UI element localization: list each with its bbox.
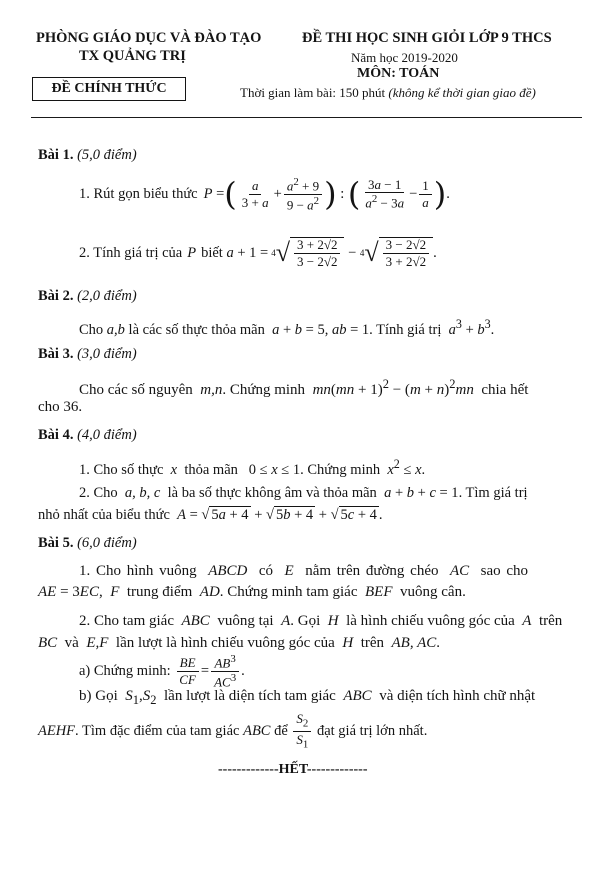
problem-5-item-2-cont: BC và E,F lần lượt là hình chiếu vuông góc của H trên AB, AC. — [38, 635, 440, 651]
header-divider — [31, 117, 582, 118]
problem-5-part-b-text-b: lần lượt là diện tích tam giác — [164, 688, 336, 704]
department-name: PHÒNG GIÁO DỤC VÀ ĐÀO TẠO — [36, 30, 262, 46]
problem-3-title: Bài 3. — [38, 346, 74, 362]
subject: MÔN: TOÁN — [357, 66, 440, 81]
problem-5-part-b: b) Gọi $S_1,S_2$ lần lượt là diện tích tam giác ABC và diện tích hình chữ nhật — [79, 688, 536, 707]
problem-1-item-2-text: 2. Tính giá trị của — [79, 244, 183, 261]
problem-3-statement: Cho các số nguyên m,n. Chứng minh $mn(mn + 1)^2 - (m + n)^2mn$ chia hết — [79, 377, 529, 398]
official-exam-label — [32, 77, 186, 101]
problem-4-item-2-text-b: là ba số thực không âm và thỏa mãn — [167, 485, 377, 501]
problem-5-item-2-text-h: trên — [360, 635, 385, 651]
problem-2-heading — [38, 288, 137, 305]
problem-2-text-b: là các số thực thỏa mãn — [128, 321, 265, 338]
problem-5-item-2-text-d: là hình chiếu vuông góc của — [346, 613, 515, 629]
problem-1-points: (5,0 điểm) — [77, 147, 137, 163]
time-limit-text: Thời gian làm bài: 150 phút — [240, 85, 386, 100]
problem-2-points: (2,0 điểm) — [77, 288, 137, 304]
problem-5-item-1-text-d: sao cho — [480, 563, 529, 579]
official-exam-text: ĐỀ CHÍNH THỨC — [51, 81, 167, 96]
problem-4-item-2-text-c: . Tìm giá trị — [458, 485, 528, 501]
problem-4-item-2-cont: nhỏ nhất của biểu thức A = √ 5a + 4 + √ 5b + 4 + √ 5c + 4 . — [38, 507, 383, 523]
problem-5-part-b-text-a: b) Gọi — [79, 688, 118, 704]
problem-3-text-c: chia hết — [481, 382, 529, 398]
problem-1-item-2: 2. Tính giá trị của P biết a + 1 = 4 √ $\frac{3 + 2√2}{3 - 2√2}$ − 4 √ $\frac{3 - 2√2}{3 + 2√2}$ . — [79, 237, 437, 269]
problem-5-item-2: 2. Cho tam giác ABC vuông tại A. Gọi H là hình chiếu vuông góc của A trên — [79, 613, 563, 629]
problem-5-part-b-text-c: và diện tích hình chữ nhật — [379, 688, 536, 704]
problem-4-item-1-text-a: 1. Cho số thực — [79, 461, 164, 478]
problem-5-points: (6,0 điểm) — [77, 535, 137, 551]
problem-5-part-b-cont: AEHF . Tìm đặc điểm của tam giác ABC để $\frac{S_2}{S_1}$ đạt giá trị lớn nhất. — [38, 710, 428, 751]
problem-5-item-1-text-e: , — [98, 584, 103, 600]
problem-5-part-a: a) Chứng minh: $\frac{BE}{CF}$ = $\frac{AB^3}{AC^3}$ . — [79, 652, 245, 689]
problem-5-part-a-text: a) Chứng minh: — [79, 662, 171, 679]
problem-5-item-2-text-b: vuông tại — [217, 613, 274, 629]
department-district: TX QUẢNG TRỊ — [79, 48, 186, 64]
problem-5-part-b-text-d: . Tìm đặc điểm của tam giác — [75, 722, 240, 739]
end-of-exam-mark: -------------HẾT------------- — [218, 762, 368, 777]
problem-5-item-2-text-f: và — [64, 635, 79, 651]
time-limit-note: (không kể thời gian giao đề) — [388, 85, 536, 100]
problem-5-heading — [38, 535, 137, 552]
school-year: Năm học 2019-2020 — [351, 50, 458, 65]
problem-3-heading — [38, 346, 137, 363]
problem-5-item-1-text-a: 1. Cho hình vuông — [79, 563, 197, 579]
problem-1-item-1: 1. Rút gọn biểu thức P = ( $\frac{a}{3 + a}$ + $\frac{a^2 + 9}{9 - a^2}$ ) : ( $\frac{3a - 1}{a^2 - 3a}$ − $\frac{1}{a}$ ) . — [79, 175, 450, 213]
problem-4-item-1-text-c: . Chứng minh — [300, 461, 381, 478]
problem-1-item-2-mid: biết — [201, 244, 223, 261]
problem-4-item-2: 2. Cho a, b, c là ba số thực không âm và thỏa mãn a + b + c = 1. Tìm giá trị — [79, 485, 528, 501]
problem-4-item-2-text-a: 2. Cho — [79, 485, 118, 501]
problem-3-text-a: Cho các số nguyên — [79, 382, 193, 398]
problem-5-part-b-text-e: để — [274, 722, 288, 739]
problem-4-item-2-text-d: nhỏ nhất của biểu thức — [38, 507, 170, 523]
problem-1-title: Bài 1. — [38, 147, 74, 163]
exam-title: ĐỀ THI HỌC SINH GIỎI LỚP 9 THCS — [302, 30, 552, 46]
problem-5-title: Bài 5. — [38, 535, 74, 551]
problem-5-item-1-text-b: có — [258, 563, 274, 579]
time-limit — [240, 85, 536, 101]
problem-3-statement-cont: cho 36. — [38, 399, 83, 415]
problem-1-item-1-text: 1. Rút gọn biểu thức — [79, 185, 198, 202]
problem-5-part-b-text-f: đạt giá trị lớn nhất. — [316, 722, 428, 739]
problem-1-heading — [38, 147, 137, 164]
problem-5-item-1-text-c: nằm trên đường chéo — [305, 563, 439, 579]
problem-2-statement: Cho a,b là các số thực thỏa mãn a + b = 5, ab = 1. Tính giá trị $a^3 + b^3$. — [79, 317, 495, 338]
problem-5-item-1-text-f: trung điểm — [126, 584, 193, 600]
problem-5-item-2-text-c: . Gọi — [290, 613, 321, 629]
problem-5-item-2-text-e: trên — [538, 613, 563, 629]
problem-5-item-1-cont: AE = 3EC, F trung điểm AD. Chứng minh tam giác BEF vuông cân. — [38, 584, 466, 600]
problem-4-heading — [38, 427, 137, 444]
problem-4-points: (4,0 điểm) — [77, 427, 137, 443]
problem-2-text-c: . Tính giá trị — [369, 321, 442, 338]
problem-5-item-1-text-h: vuông cân. — [400, 584, 466, 600]
problem-5-item-1-text-g: . Chứng minh tam giác — [219, 584, 358, 600]
problem-5-item-2-text-a: 2. Cho tam giác — [79, 613, 174, 629]
problem-4-item-1-text-b: thỏa mãn — [184, 461, 238, 478]
problem-5-item-2-text-g: lần lượt là hình chiếu vuông góc của — [115, 635, 335, 651]
problem-4-item-1: 1. Cho số thực x thỏa mãn 0 ≤ x ≤ 1. Chứng minh $x^2 \le x$. — [79, 457, 426, 478]
problem-5-item-1: 1. Cho hình vuông ABCD có E nằm trên đường chéo AC sao cho — [79, 563, 529, 579]
problem-3-text-b: . Chứng minh — [222, 382, 306, 398]
problem-3-points: (3,0 điểm) — [77, 346, 137, 362]
problem-4-title: Bài 4. — [38, 427, 74, 443]
problem-2-title: Bài 2. — [38, 288, 74, 304]
problem-2-text-a: Cho — [79, 321, 104, 338]
